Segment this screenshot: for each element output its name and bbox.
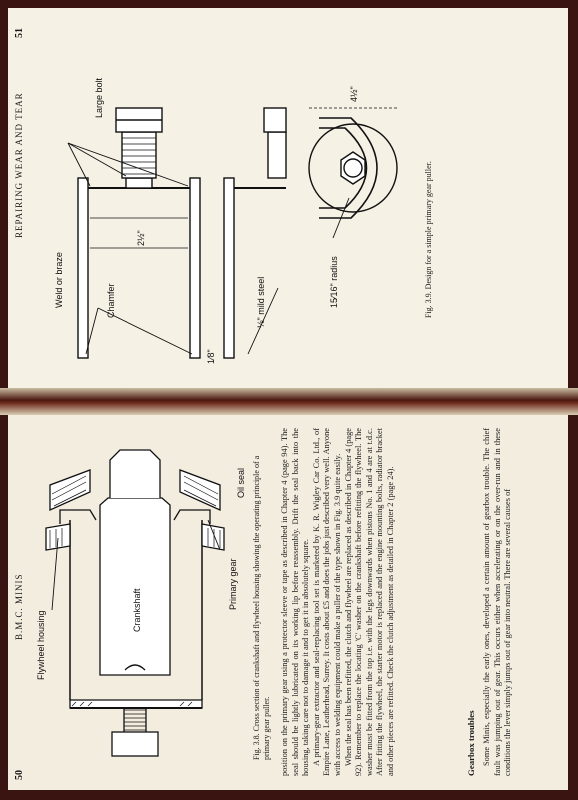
label-dim-one-eighth: 1⁄8" [206,349,216,364]
running-head-right: REPAIRING WEAR AND TEAR [14,92,24,238]
gear-puller-design-diagram [38,28,288,368]
paragraph: When the seal has been refitted, the clutch and flywheel are replaced as described in Chapter 4 (page 92). Remember to replace the locating 'C' washer on the crankshaft before refitting the flywheel. The washer must be fitted from the top i.e. with the legs downwards when pistons No. 1 and 4 are at t.d.c. After fitting the flywheel, the starter motor is replaced and the engine mounting bolts, radiator bracket and other pieces are refitted. Check the clutch adjustment as detailed in Chapter 2 (page 24). [343,428,395,776]
label-weld-or-braze: Weld or braze [54,252,64,308]
figure-caption-3-8: Fig. 3.8. Cross section of crankshaft and flywheel housing showing the operating principle of a primary gear puller. [252,455,271,760]
running-head-left: B.M.C. MINIS [14,573,24,640]
label-flywheel-housing: Flywheel housing [36,610,46,680]
section-heading-gearbox: Gearbox troubles [466,710,476,776]
paragraph: A primary-gear extractor and seal-replacing tool set is marketed by K. R. Wigley Car Co. Ltd., of Empire Lane, Leatherhead, Surrey. It costs about £5 and does the jobs just described very well. Anyone with access to welding equipment could make a puller of the type shown in Fig. 3.9 quite easily. [311,428,342,776]
label-oil-seal: Oil seal [236,467,246,498]
gearbox-body-text [482,428,514,776]
paragraph: Some Minis, especially the early ones, developed a certain amount of gearbox trouble. The chief fault was jumping out of gear. This occurs either when accelerating or on the over-run and in these conditions the lever simply jumps out of gear into neutral. There are several causes of [482,428,513,776]
label-chamfer: Chamfer [106,283,116,318]
label-mild-steel: ⅛" mild steel [256,276,266,328]
gear-puller-end-view-diagram [293,28,413,368]
label-dim-two-half: 2½" [136,230,146,246]
book-gutter [0,388,578,415]
label-dim-four-half: 4½" [349,86,359,102]
page-number-left: 50 [14,770,25,780]
label-crankshaft: Crankshaft [132,588,142,632]
left-body-text [280,428,397,776]
figure-caption-3-9: Fig. 3.9. Design for a simple primary gear puller. [424,161,433,318]
crankshaft-cross-section-diagram [30,430,245,760]
label-large-bolt: Large bolt [94,77,104,118]
right-page [8,8,568,388]
label-radius: 15⁄16" radius [329,256,339,308]
left-page [8,415,568,790]
page-number-right: 51 [14,28,25,38]
paragraph: position on the primary gear using a protector sleeve or tape as described in Chapter 4 (page 94). The seal should be lightly lubricated on its working lip before reassembly. Drift the seal back into the housing, taking care not to damage it and to get it in absolutely square. [280,428,311,776]
label-primary-gear: Primary gear [228,558,238,610]
